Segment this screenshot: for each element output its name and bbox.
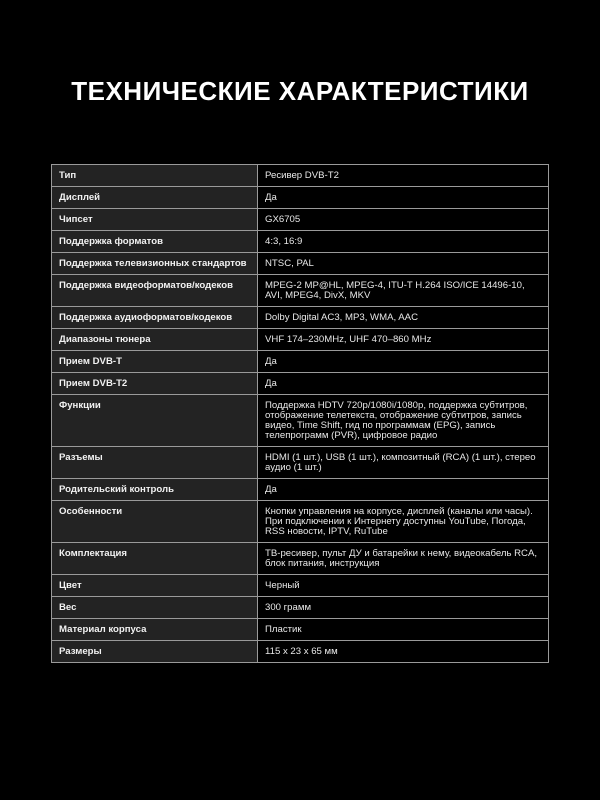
table-row <box>52 351 549 373</box>
spec-label: Дисплей <box>52 187 258 209</box>
table-row <box>52 395 549 447</box>
page-title: ТЕХНИЧЕСКИЕ ХАРАКТЕРИСТИКИ <box>71 76 529 106</box>
spec-value: Да <box>258 479 549 501</box>
table-row <box>52 307 549 329</box>
spec-label: Прием DVB-T2 <box>52 373 258 395</box>
spec-value: 300 грамм <box>258 597 549 619</box>
spec-value: Да <box>258 351 549 373</box>
table-row <box>52 209 549 231</box>
spec-label: Комплектация <box>52 543 258 575</box>
table-row <box>52 619 549 641</box>
spec-label: Прием DVB-T <box>52 351 258 373</box>
table-row <box>52 641 549 663</box>
spec-value: HDMI (1 шт.), USB (1 шт.), композитный (RCA) (1 шт.), стерео аудио (1 шт.) <box>258 447 549 479</box>
table-row <box>52 187 549 209</box>
table-row <box>52 479 549 501</box>
spec-value: Да <box>258 187 549 209</box>
spec-label: Цвет <box>52 575 258 597</box>
table-row <box>52 575 549 597</box>
table-row <box>52 543 549 575</box>
table-row <box>52 447 549 479</box>
spec-label: Диапазоны тюнера <box>52 329 258 351</box>
table-row <box>52 597 549 619</box>
spec-value: MPEG-2 MP@HL, MPEG-4, ITU-T H.264 ISO/ICE 14496-10, AVI, MPEG4, DivX, MKV <box>258 275 549 307</box>
spec-value: Ресивер DVB-T2 <box>258 165 549 187</box>
spec-label: Родительский контроль <box>52 479 258 501</box>
spec-value: GX6705 <box>258 209 549 231</box>
spec-label: Вес <box>52 597 258 619</box>
spec-label: Поддержка аудиоформатов/кодеков <box>52 307 258 329</box>
spec-label: Особенности <box>52 501 258 543</box>
spec-label: Тип <box>52 165 258 187</box>
table-row <box>52 373 549 395</box>
spec-label: Чипсет <box>52 209 258 231</box>
spec-label: Размеры <box>52 641 258 663</box>
spec-label: Функции <box>52 395 258 447</box>
spec-value: VHF 174–230MHz, UHF 470–860 MHz <box>258 329 549 351</box>
table-row <box>52 253 549 275</box>
specs-table <box>51 164 549 663</box>
spec-value: ТВ-ресивер, пульт ДУ и батарейки к нему, видеокабель RCA, блок питания, инструкция <box>258 543 549 575</box>
table-row <box>52 501 549 543</box>
spec-value: 115 x 23 x 65 мм <box>258 641 549 663</box>
spec-value: Поддержка HDTV 720p/1080i/1080p, поддержка субтитров, отображение телетекста, отображение субтитров, запись видео, Time Shift, гид по программам (EPG), запись телепрограмм (PVR), цифровое радио <box>258 395 549 447</box>
spec-label: Поддержка телевизионных стандартов <box>52 253 258 275</box>
spec-label: Поддержка форматов <box>52 231 258 253</box>
spec-value: NTSC, PAL <box>258 253 549 275</box>
table-row <box>52 165 549 187</box>
table-row <box>52 275 549 307</box>
spec-value: Кнопки управления на корпусе, дисплей (каналы или часы). При подключении к Интернету доступны YouTube, Погода, RSS новости, IPTV, RuTube <box>258 501 549 543</box>
spec-label: Материал корпуса <box>52 619 258 641</box>
spec-label: Поддержка видеоформатов/кодеков <box>52 275 258 307</box>
spec-label: Разъемы <box>52 447 258 479</box>
spec-value: Да <box>258 373 549 395</box>
table-row <box>52 329 549 351</box>
table-row <box>52 231 549 253</box>
spec-value: Черный <box>258 575 549 597</box>
spec-value: Dolby Digital AC3, MP3, WMA, AAC <box>258 307 549 329</box>
spec-value: 4:3, 16:9 <box>258 231 549 253</box>
spec-value: Пластик <box>258 619 549 641</box>
